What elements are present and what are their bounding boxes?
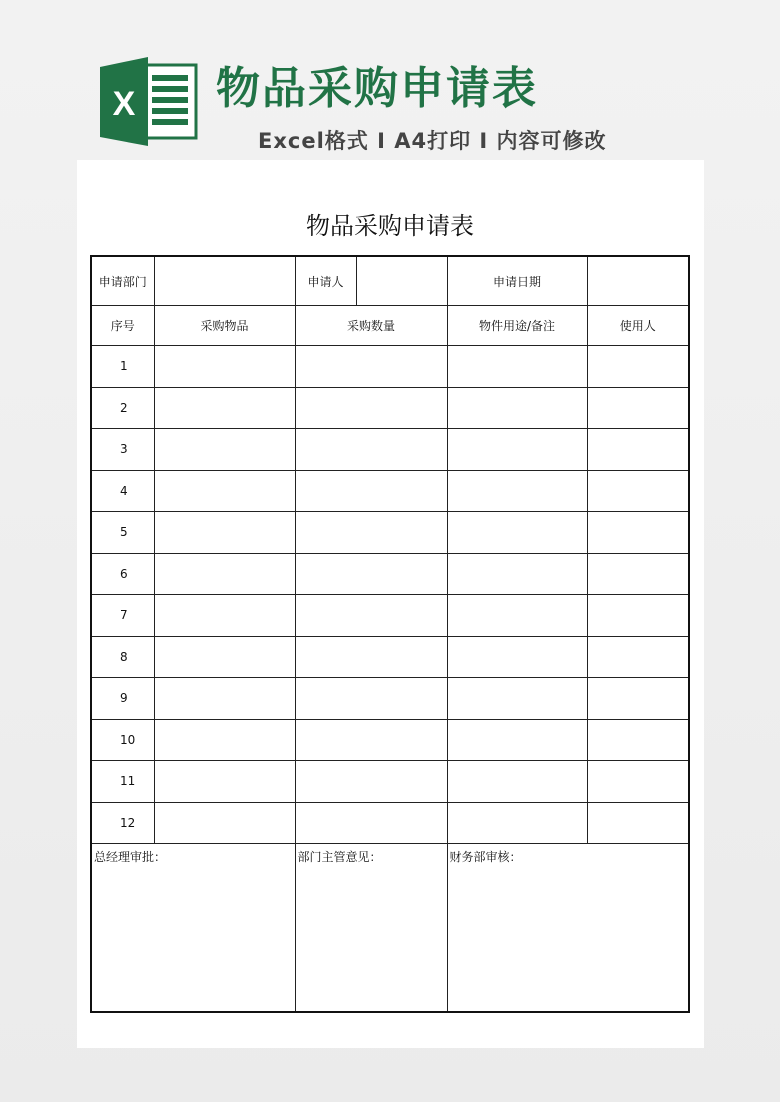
purpose-cell[interactable] xyxy=(447,553,587,595)
dept-field[interactable] xyxy=(154,256,295,306)
item-cell[interactable] xyxy=(154,678,295,720)
purpose-cell[interactable] xyxy=(447,802,587,844)
table-row xyxy=(91,595,689,637)
purpose-cell[interactable] xyxy=(447,761,587,803)
quantity-cell[interactable] xyxy=(295,802,447,844)
dept-manager-opinion-cell[interactable]: 部门主管意见： xyxy=(295,844,447,1013)
table-row xyxy=(91,678,689,720)
quantity-cell[interactable] xyxy=(295,595,447,637)
row-index: 6 xyxy=(91,553,154,595)
row-index: 12 xyxy=(91,802,154,844)
quantity-cell[interactable] xyxy=(295,636,447,678)
table-row xyxy=(91,470,689,512)
quantity-cell[interactable] xyxy=(295,470,447,512)
item-cell[interactable] xyxy=(154,761,295,803)
row-index: 2 xyxy=(91,387,154,429)
user-cell[interactable] xyxy=(587,512,689,554)
quantity-cell[interactable] xyxy=(295,387,447,429)
quantity-cell[interactable] xyxy=(295,553,447,595)
row-index: 1 xyxy=(91,346,154,388)
user-cell[interactable] xyxy=(587,761,689,803)
row-index: 7 xyxy=(91,595,154,637)
row-index: 3 xyxy=(91,429,154,471)
table-row xyxy=(91,636,689,678)
applicant-label: 申请人 xyxy=(295,256,356,306)
header-quantity: 采购数量 xyxy=(295,306,447,346)
purpose-cell[interactable] xyxy=(447,470,587,512)
quantity-cell[interactable] xyxy=(295,512,447,554)
user-cell[interactable] xyxy=(587,346,689,388)
date-label: 申请日期 xyxy=(447,256,587,306)
purpose-cell[interactable] xyxy=(447,387,587,429)
purpose-cell[interactable] xyxy=(447,595,587,637)
user-cell[interactable] xyxy=(587,802,689,844)
user-cell[interactable] xyxy=(587,429,689,471)
item-cell[interactable] xyxy=(154,346,295,388)
row-index: 8 xyxy=(91,636,154,678)
user-cell[interactable] xyxy=(587,595,689,637)
excel-logo-icon xyxy=(100,57,198,146)
quantity-cell[interactable] xyxy=(295,719,447,761)
table-row xyxy=(91,553,689,595)
applicant-field[interactable] xyxy=(356,256,447,306)
table-row xyxy=(91,512,689,554)
user-cell[interactable] xyxy=(587,636,689,678)
purpose-cell[interactable] xyxy=(447,636,587,678)
user-cell[interactable] xyxy=(587,387,689,429)
dept-label: 申请部门 xyxy=(91,256,154,306)
document-title: 物品采购申请表 xyxy=(306,212,474,240)
item-cell[interactable] xyxy=(154,636,295,678)
quantity-cell[interactable] xyxy=(295,346,447,388)
row-index: 4 xyxy=(91,470,154,512)
table-row xyxy=(91,346,689,388)
date-field[interactable] xyxy=(587,256,689,306)
item-cell[interactable] xyxy=(154,512,295,554)
logo-letter: X xyxy=(112,85,136,123)
quantity-cell[interactable] xyxy=(295,761,447,803)
quantity-cell[interactable] xyxy=(295,678,447,720)
purpose-cell[interactable] xyxy=(447,346,587,388)
item-cell[interactable] xyxy=(154,470,295,512)
gm-approval-cell[interactable]: 总经理审批： xyxy=(91,844,295,1013)
row-index: 5 xyxy=(91,512,154,554)
user-cell[interactable] xyxy=(587,470,689,512)
banner-subtitle: Excel格式 I A4打印 I 内容可修改 xyxy=(258,129,607,153)
user-cell[interactable] xyxy=(587,553,689,595)
table-row xyxy=(91,387,689,429)
header-user: 使用人 xyxy=(587,306,689,346)
header-index: 序号 xyxy=(91,306,154,346)
table-row xyxy=(91,761,689,803)
item-cell[interactable] xyxy=(154,595,295,637)
table-row xyxy=(91,802,689,844)
finance-review-cell[interactable]: 财务部审核： xyxy=(447,844,689,1013)
item-cell[interactable] xyxy=(154,553,295,595)
header-purpose: 物件用途/备注 xyxy=(447,306,587,346)
row-index: 9 xyxy=(91,678,154,720)
row-index: 11 xyxy=(91,761,154,803)
table-row xyxy=(91,429,689,471)
banner-title: 物品采购申请表 xyxy=(216,63,538,114)
user-cell[interactable] xyxy=(587,678,689,720)
purpose-cell[interactable] xyxy=(447,512,587,554)
quantity-cell[interactable] xyxy=(295,429,447,471)
row-index: 10 xyxy=(91,719,154,761)
user-cell[interactable] xyxy=(587,719,689,761)
item-cell[interactable] xyxy=(154,802,295,844)
table-row xyxy=(91,719,689,761)
header-item: 采购物品 xyxy=(154,306,295,346)
item-cell[interactable] xyxy=(154,429,295,471)
purpose-cell[interactable] xyxy=(447,719,587,761)
item-cell[interactable] xyxy=(154,387,295,429)
purpose-cell[interactable] xyxy=(447,429,587,471)
item-cell[interactable] xyxy=(154,719,295,761)
purpose-cell[interactable] xyxy=(447,678,587,720)
purchase-form-table xyxy=(90,255,690,1013)
